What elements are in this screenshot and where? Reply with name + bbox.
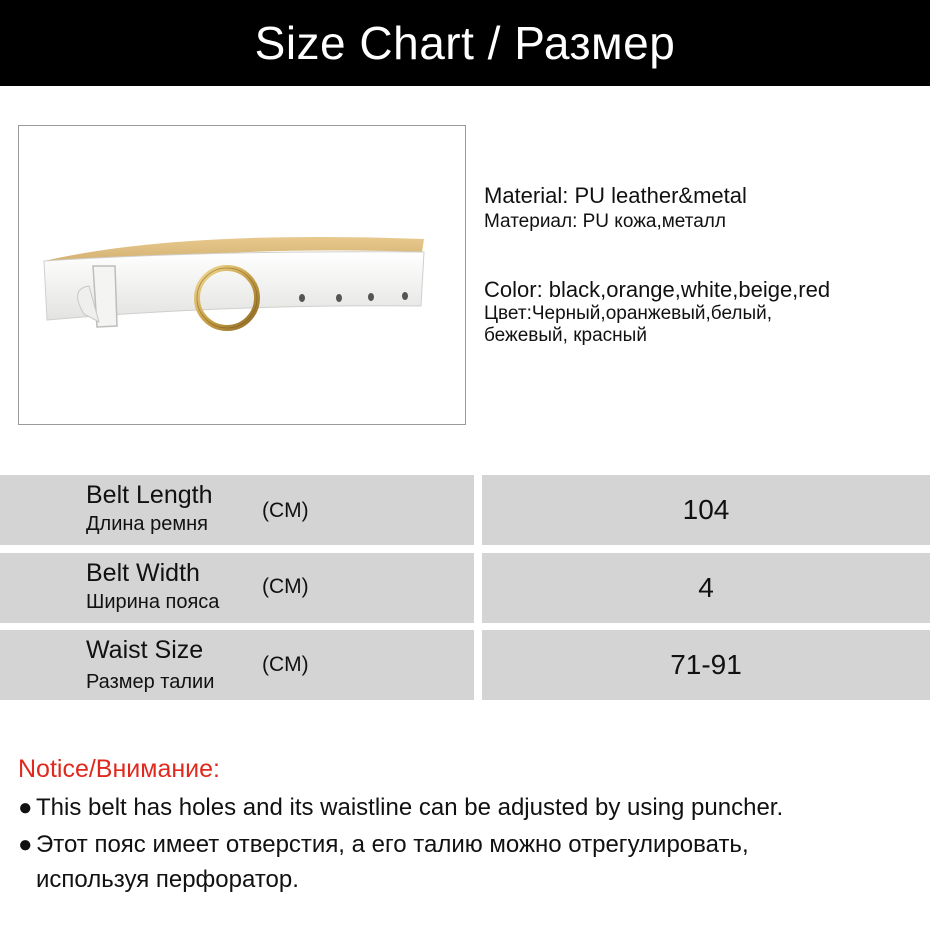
row-label-en: Waist Size — [86, 636, 204, 664]
color-ru-line2: бежевый, красный — [484, 325, 647, 346]
material-en: Material: PU leather&metal — [484, 183, 747, 208]
table-row — [0, 630, 930, 700]
row-label-ru: Ширина пояса — [86, 591, 220, 613]
row-value: 71-91 — [482, 630, 930, 700]
row-value: 4 — [482, 553, 930, 623]
table-label-cell — [0, 475, 474, 545]
table-row — [0, 475, 930, 545]
table-label-cell — [0, 630, 474, 700]
material-ru: Материал: PU кожа,металл — [484, 211, 726, 232]
row-unit: (CM) — [262, 653, 309, 676]
row-unit: (CM) — [262, 499, 309, 522]
row-label-ru: Размер талии — [86, 671, 215, 693]
page-header — [0, 0, 930, 86]
row-label-en: Belt Width — [86, 559, 200, 587]
table-row — [0, 553, 930, 623]
row-value: 104 — [482, 475, 930, 545]
bullet-icon: ● — [18, 831, 33, 858]
belt-image-icon — [19, 126, 465, 424]
table-label-cell — [0, 553, 474, 623]
notice-line-2 — [18, 830, 749, 860]
product-photo — [18, 125, 466, 425]
notice-line-1 — [18, 793, 783, 823]
notice-text-2: Этот пояс имеет отверстия, а его талию можно отрегулировать, — [36, 831, 749, 858]
notice-text-3: используя перфоратор. — [36, 866, 299, 893]
row-label-ru: Длина ремня — [86, 513, 208, 535]
bullet-icon: ● — [18, 794, 33, 821]
row-label-en: Belt Length — [86, 481, 213, 509]
color-ru-line1: Цвет:Черный,оранжевый,белый, — [484, 303, 773, 324]
notice-text-1: This belt has holes and its waistline can be adjusted by using puncher. — [36, 794, 784, 821]
notice-title: Notice/Внимание: — [18, 755, 220, 783]
color-en: Color: black,orange,white,beige,red — [484, 277, 831, 302]
row-unit: (CM) — [262, 575, 309, 598]
page-title: Size Chart / Размер — [254, 17, 676, 69]
